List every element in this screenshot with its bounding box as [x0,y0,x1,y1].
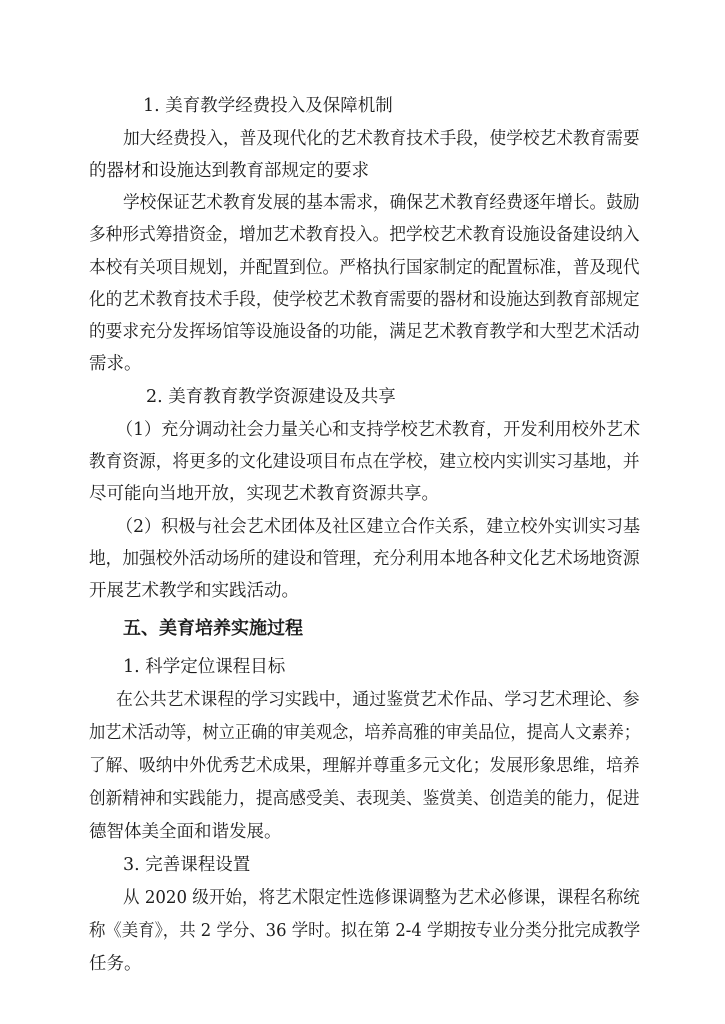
paragraph-line: 的要求充分发挥场馆等设施设备的功能，满足艺术教育教学和大型艺术活动 [89,322,640,342]
paragraph-line: 的器材和设施达到教育部规定的要求 [89,161,369,181]
paragraph-line: 了解、吸纳中外优秀艺术成果，理解并尊重多元文化；发展形象思维，培养 [89,756,640,776]
list-item-line: 开展艺术教学和实践活动。 [89,581,299,601]
subsection-1-title: 1. 科学定位课程目标 [123,657,286,677]
list-item-line: 地，加强校外活动场所的建设和管理，充分利用本地各种文化艺术场地资源 [89,549,640,569]
paragraph-line: 本校有关项目规划，并配置到位。严格执行国家制定的配置标准，普及现代 [89,258,640,278]
list-item-line: 尽可能向当地开放，实现艺术教育资源共享。 [89,484,439,504]
paragraph-line: 多种形式筹措资金，增加艺术教育投入。把学校艺术教育设施设备建设纳入 [89,225,640,245]
paragraph-line: 称《美育》，共 2 学分、36 学时。拟在第 2-4 学期按专业分类分批完成教学 [89,921,641,941]
paragraph-line: 加艺术活动等，树立正确的审美观念，培养高雅的审美品位，提高人文素养； [89,723,641,743]
section-2-title: 2. 美育教育教学资源建设及共享 [146,387,396,407]
chapter-5-heading: 五、美育培养实施过程 [123,618,303,639]
list-item-line: （2）积极与社会艺术团体及社区建立合作关系，建立校外实训实习基 [116,517,641,537]
paragraph-line: 任务。 [89,954,142,974]
list-item-line: 教育资源，将更多的文化建设项目布点在学校，建立校内实训实习基地，并 [89,452,640,472]
paragraph-line: 创新精神和实践能力，提高感受美、表现美、鉴赏美、创造美的能力，促进 [89,789,640,809]
paragraph-line: 化的艺术教育技术手段，使学校艺术教育需要的器材和设施达到教育部规定 [89,290,640,310]
paragraph-line: 需求。 [89,354,142,374]
section-1-title: 1. 美育教学经费投入及保障机制 [143,96,393,116]
paragraph-line: 德智体美全面和谐发展。 [89,822,282,842]
list-item-line: （1）充分调动社会力量关心和支持学校艺术教育，开发利用校外艺术 [116,420,641,440]
subsection-3-title: 3. 完善课程设置 [123,855,251,875]
paragraph-line: 学校保证艺术教育发展的基本需求，确保艺术教育经费逐年增长。鼓励 [123,193,640,213]
paragraph-line: 从 2020 级开始，将艺术限定性选修课调整为艺术必修课，课程名称统 [123,888,640,908]
paragraph-line: 在公共艺术课程的学习实践中，通过鉴赏艺术作品、学习艺术理论、参 [116,690,640,710]
paragraph-line: 加大经费投入，普及现代化的艺术教育技术手段，使学校艺术教育需要 [123,129,640,149]
